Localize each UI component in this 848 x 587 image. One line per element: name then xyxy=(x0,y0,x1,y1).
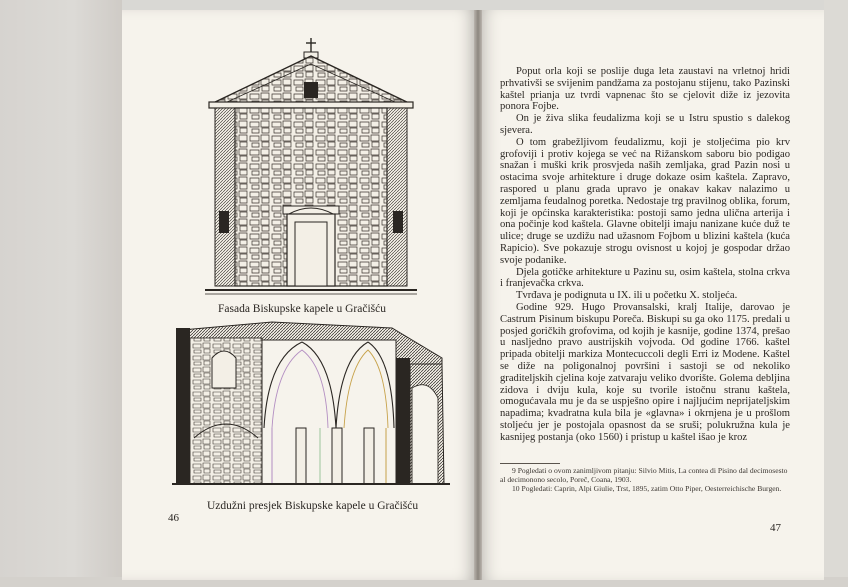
facade-caption: Fasada Biskupske kapele u Gračišću xyxy=(218,303,386,315)
body-text xyxy=(500,66,790,444)
footnote: 9 Pogledati o ovom zanimljivom pitanju: Silvio Mitis, La contea di Pisino dal decimosesto al decimonono secolo, Poreč, Coana, 1903. xyxy=(500,466,788,484)
paragraph: Tvrđava je podignuta u IX. ili u početku X. stoljeća. xyxy=(516,290,738,302)
right-page-number: 47 xyxy=(770,522,781,534)
footnote-rule xyxy=(500,463,560,464)
chapel-section-drawing xyxy=(172,318,450,490)
paragraph: Poput orla koji se poslije duga leta zaustavi na vrletnoj hridi prhvativši se svijenim pandžama za postojanu stijenu, tako Pazinski kaštel prianja uz tvrdi vapnenac što se cjelovit diže iz jezovita ponora Fojbe. xyxy=(500,66,790,113)
paragraph: Djela gotičke arhitekture u Pazinu su, osim kaštela, stolna crkva i franjevačka crkva. xyxy=(500,266,790,290)
paragraph: Godine 929. Hugo Provansalski, kralj Italije, darovao je Castrum Pisinum biskupu Poreča. Biskupi su ga oko 1175. predali u posjed goričkih grofovima, od kojih je kasnije, godine 1374, prešao u nasljedno pravo austrijskih vojvoda. Od godine 1766. kaštel pripada obitelji markiza Montecuccoli degli Erri iz Modene. Kaštel se diže na poligonalnoj površini i sastoji se od nekoliko graditeljskih cjelina koje zatvaraju veliko dvorište. Golema debljina zidova i dviju kula, koje su tvorile istočnu stranu kaštela, omogućavala mu je da se uspješno opire i najljućim neprijateljskim napadima; kvadratna kula bila je «glavna» i okrnjena je u prošlom stoljeću jer je postojala opasnost da se sruši; polukružna kula je kasnijeg postanja (oko 1560) i pristup u kaštel išao je kroz xyxy=(500,301,790,443)
footnote: 10 Pogledati: Caprin, Alpi Giulie, Trst, 1895, zatim Otto Piper, Oesterreichische Burgen. xyxy=(512,484,782,493)
paragraph: On je živa slika feudalizma koji se u Istru spustio s dalekog sjevera. xyxy=(500,113,790,136)
book-gutter xyxy=(474,10,482,580)
scan-background-left xyxy=(0,0,122,587)
left-page-number: 46 xyxy=(168,512,179,524)
section-caption: Uzdužni presjek Biskupske kapele u Gračišću xyxy=(207,500,419,512)
scan-background-right xyxy=(824,0,848,587)
footnotes xyxy=(500,466,790,493)
paragraph: O tom grabežljivom feudalizmu, koji je stoljećima pio krv grofovijì i protiv kojega se već na Rižanskom saboru bio podigao snažan i muški krik prosvjeda naših zemljaka, grad Pazin nosi u ostacima svoje arhitekture i druge dokaze osim kaštela. Zapravo, raspored u planu grada upravo je onakav kakav nalazimo u zemljama feudalnog poretka. Nedostaje trg pravilnog oblika, forum, koji je općinska karakteristika: postoji samo jedna ulična arterija i ona počinje kod kaštela. Glavne obitelji imaju nanizane kuće duž te ulice; druge se uzdižu nad užasnom Fojbom u blizini kaštela (kuća Rapicio). Sve pokazuje strogu ovisnost u kojoj je gospodar držao svoje podanike. xyxy=(500,136,790,266)
chapel-facade-drawing xyxy=(205,36,417,298)
